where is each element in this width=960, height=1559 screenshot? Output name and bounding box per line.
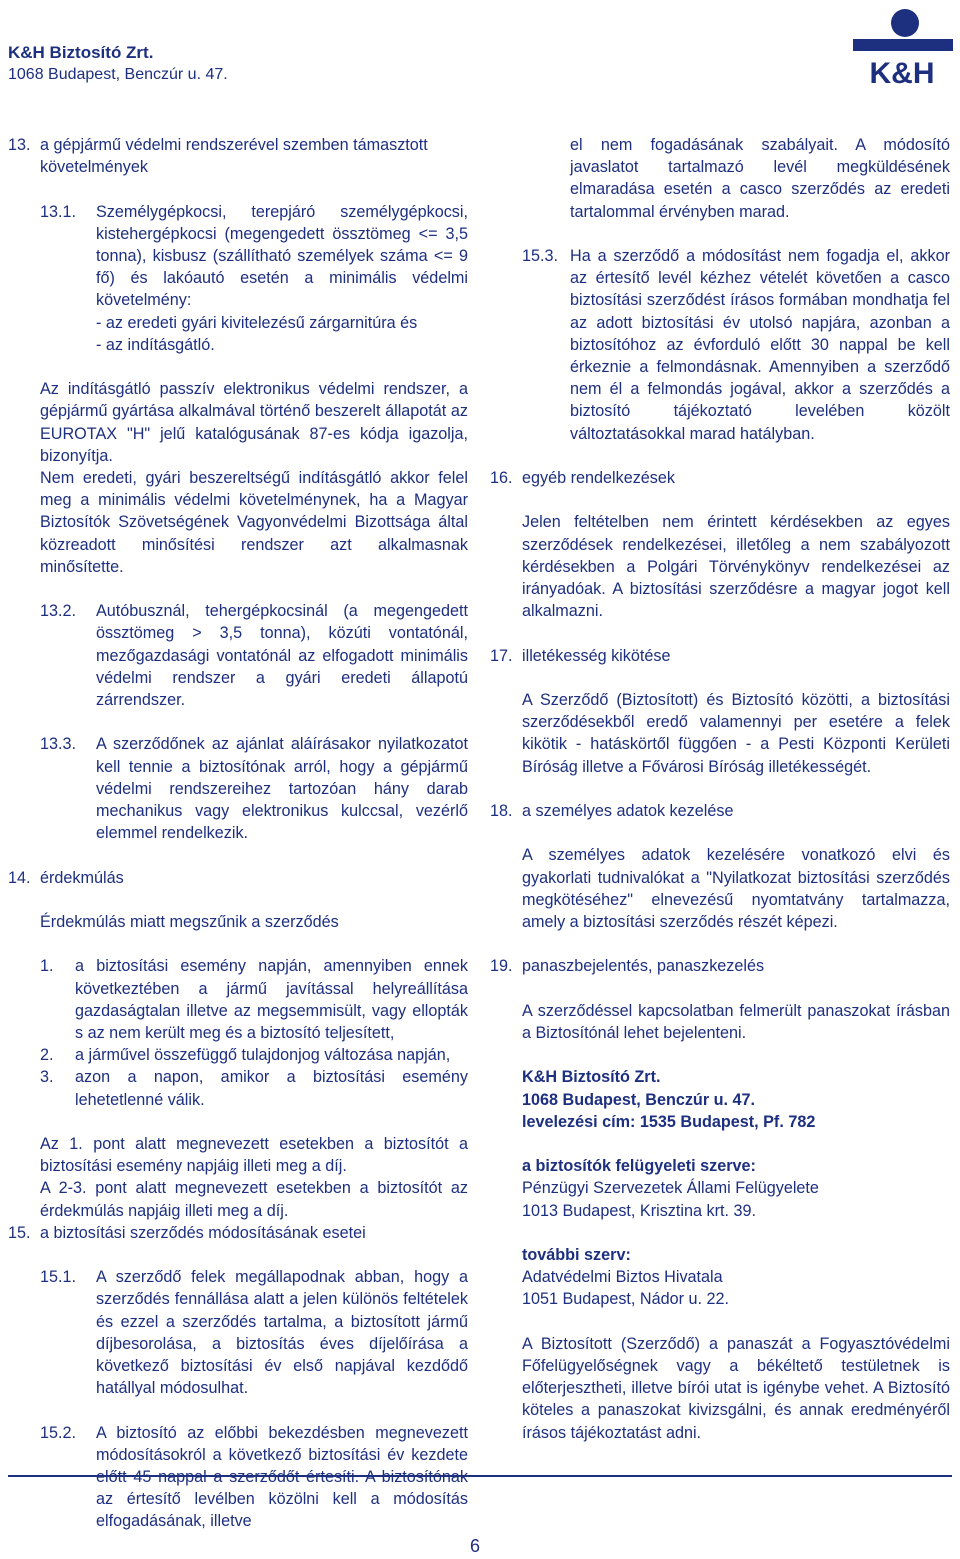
section-15-2 (40, 1422, 468, 1533)
subsection-number: 15.2. (40, 1423, 77, 1442)
section-16-heading (490, 467, 950, 489)
subsection-text: Autóbusznál, tehergépkocsinál (a megengedett össztömeg > 3,5 tonna), közúti vontatónál, mezőgazdasági vontatónál az elfogadott minimális védelmi rendszer a gyári eredeti állapotú zárrendszer. (96, 602, 468, 710)
section-number: 16. (490, 469, 513, 488)
contact-block (522, 1066, 950, 1443)
contact-mail-address: levelezési cím: 1535 Budapest, Pf. 782 (522, 1112, 816, 1131)
subsection-number: 15.1. (40, 1268, 77, 1287)
subsection-number: 13.2. (40, 602, 77, 621)
section-title: illetékesség kikötése (522, 646, 671, 665)
subsection-number: 13.1. (40, 202, 77, 221)
section-15-3 (522, 245, 950, 445)
subsection-number: 13.3. (40, 735, 77, 754)
subsection-number: 15.3. (522, 247, 559, 265)
list-number: 2. (40, 1046, 54, 1065)
section-title: érdekmúlás (40, 868, 124, 887)
subsection-text: Személygépkocsi, terepjáró személygépkocsi, kistehergépkocsi (megengedett össztömeg <= 3,5 tonna), kisbusz (szállítható személyek száma <= 9 fő) és lakóautó esetén a minimális védelmi követelmény: (96, 202, 468, 310)
paragraph: A szerződéssel kapcsolatban felmerült panaszokat írásban a Biztosítónál lehet bejelenteni. (522, 1001, 950, 1042)
list-number: 3. (40, 1068, 54, 1087)
list-item (40, 1066, 468, 1110)
section-number: 15. (8, 1223, 31, 1242)
list-number: 1. (40, 957, 54, 976)
page-header (8, 42, 608, 86)
contact-company: K&H Biztosító Zrt. (522, 1068, 661, 1087)
paragraph: A Szerződő (Biztosított) és Biztosító közötti, a biztosítási szerződésekből eredő valamennyi per esetére a felek kikötik - hatáskörtől függően - a Pesti Központi Kerületi Bíróság illetve a Fővárosi Bíróság illetékességét. (522, 691, 950, 776)
paragraph: Érdekmúlás miatt megszűnik a szerződés (40, 913, 339, 932)
supervisor-name: Pénzügyi Szervezetek Állami Felügyelete (522, 1179, 819, 1198)
section-number: 17. (490, 646, 513, 665)
list-item: - az eredeti gyári kivitelezésű zárgarnitúra és (96, 313, 418, 332)
section-title: a gépjármű védelmi rendszerével szemben támasztott követelmények (40, 136, 428, 177)
paragraph: Az 1. pont alatt megnevezett esetekben a biztosítót a biztosítási esemény napjáig illeti meg a díj. (40, 1135, 468, 1176)
list-text: a biztosítási esemény napján, amennyiben ennek következtében a jármű javítással helyreállítása gazdaságtalan illetve az megsemmisült, vagy ellopták s az nem került meg és a biztosító teljesített, (75, 957, 468, 1043)
paragraph: el nem fogadásának szabályait. A módosító javaslatot tartalmazó levél megküldésének elmaradása esetén a casco szerződés az eredeti tartalommal érvényben marad. (570, 136, 950, 221)
section-13-heading (8, 134, 468, 178)
section-number: 14. (8, 868, 31, 887)
section-title: panaszbejelentés, panaszkezelés (522, 957, 765, 976)
list-text: a járművel összefüggő tulajdonjog változása napján, (75, 1046, 451, 1065)
list-text: azon a napon, amikor a biztosítási esemény lehetetlenné válik. (75, 1068, 468, 1109)
header-company-address: 1068 Budapest, Benczúr u. 47. (8, 66, 228, 83)
list-item (40, 955, 468, 1044)
header-company-name: K&H Biztosító Zrt. (8, 43, 154, 62)
other-authority-address: 1051 Budapest, Nádor u. 22. (522, 1290, 729, 1309)
section-18-heading (490, 800, 950, 822)
section-number: 13. (8, 136, 31, 154)
paragraph: A 2-3. pont alatt megnevezett esetekben a biztosítót az érdekmúlás napjáig illeti meg a díj. (40, 1179, 468, 1220)
section-number: 18. (490, 802, 513, 820)
paragraph: Nem eredeti, gyári beszereltségű indításgátló akkor felel meg a minimális védelmi követelménynek, ha a Magyar Biztosítók Szövetségének Vagyonvédelmi Bizottsága által közreadott minősítési rendszer azt alkalmasnak minősítette. (40, 469, 468, 576)
section-17-heading (490, 645, 950, 667)
section-15-1 (40, 1266, 468, 1399)
paragraph: Az indításgátló passzív elektronikus védelmi rendszer, a gépjármű gyártása alkalmával történő beszerelt állapotát az EUROTAX "H" jelű katalógusának 87-es kódja igazolja, bizonyítja. (40, 380, 468, 465)
contact-address: 1068 Budapest, Benczúr u. 47. (522, 1090, 756, 1109)
left-column (8, 134, 468, 1533)
other-authority-label: további szerv: (522, 1245, 631, 1264)
section-number: 19. (490, 957, 513, 976)
section-13-2 (40, 600, 468, 711)
section-title: a személyes adatok kezelése (522, 802, 734, 820)
section-19-heading (490, 955, 950, 977)
list-item (40, 1044, 468, 1066)
subsection-text: A szerződőnek az ajánlat aláírásakor nyilatkozatot kell tennie a biztosítónak arról, hogy a gépjármű védelmi rendszereihez tartozóan hány darab mechanikus vagy elektronikus kulccsal, vezérlő elemmel rendelkezik. (96, 735, 468, 843)
supervisor-label: a biztosítók felügyeleti szerve: (522, 1157, 756, 1176)
subsection-text: A szerződő felek megállapodnak abban, hogy a szerződés fennállása alatt a jelen különös feltételek és ezzel a szerződés tartalma, a biztosított jármű díjbesorolása, a biztosítás éves díjelőírása a következő biztosítási év első napjával kezdődő hatállyal módosulhat. (96, 1268, 468, 1398)
section-13-3 (40, 733, 468, 844)
paragraph: A személyes adatok kezelésére vonatkozó elvi és gyakorlati tudnivalókat a "Nyilatkozat biztosítási szerződés megkötéséhez" elnevezésű nyomtatvány tartalmazza, amely a biztosítási szerződés részét képezi. (522, 846, 950, 931)
list-item: - az indításgátló. (96, 335, 215, 354)
page-number: 6 (470, 1536, 481, 1556)
other-authority-name: Adatvédelmi Biztos Hivatala (522, 1268, 723, 1287)
section-title: a biztosítási szerződés módosításának esetei (40, 1223, 366, 1242)
section-title: egyéb rendelkezések (522, 469, 675, 488)
subsection-text: Ha a szerződő a módosítást nem fogadja el, akkor az értesítő levél kézhez vételét követően a casco biztosítási szerződést írásos formában mondhatja fel az adott biztosítási év utolsó napjára, azonban a biztosítóhoz az évforduló előtt 30 nappal be kell érkeznie a felmondásnak. Amennyiben a szerződő nem él a felmondás jogával, akkor a szerződés a biztosító tájékoztató levelében közölt változtatásokkal marad hatályban. (570, 247, 950, 443)
right-column (490, 134, 950, 1444)
kh-logo (850, 5, 955, 85)
subsection-text: A biztosító az előbbi bekezdésben megnevezett módosításokról a következő biztosítási év kezdete előtt 45 nappal a szerződőt értesíti. A biztosítónak az értesítő levélben közölni kell a módosítás elfogadásának, illetve (96, 1423, 468, 1531)
supervisor-address: 1013 Budapest, Krisztina krt. 39. (522, 1201, 756, 1220)
section-13-1 (40, 201, 468, 356)
svg-text:K&H: K&H (869, 57, 935, 85)
section-14-heading (8, 867, 468, 889)
footer-divider (8, 1475, 952, 1477)
section-15-heading (8, 1222, 468, 1244)
paragraph: A Biztosított (Szerződő) a panaszát a Fogyasztóvédelmi Főfelügyelőségnek vagy a békéltető testületnek is előterjesztheti, illetve bírói utat is igénybe vehet. A Biztosító köteles a panaszokat kivizsgálni, és annak eredményéről írásos tájékoztatást adni. (522, 1334, 950, 1442)
paragraph: Jelen feltételben nem érintett kérdésekben az egyes szerződések rendelkezései, illetőleg a nem szabályozott kérdésekben a Polgári Törvénykönyv rendelkezései az irányadóak. A biztosítási szerződésre a magyar jogot kell alkalmazni. (522, 513, 950, 621)
